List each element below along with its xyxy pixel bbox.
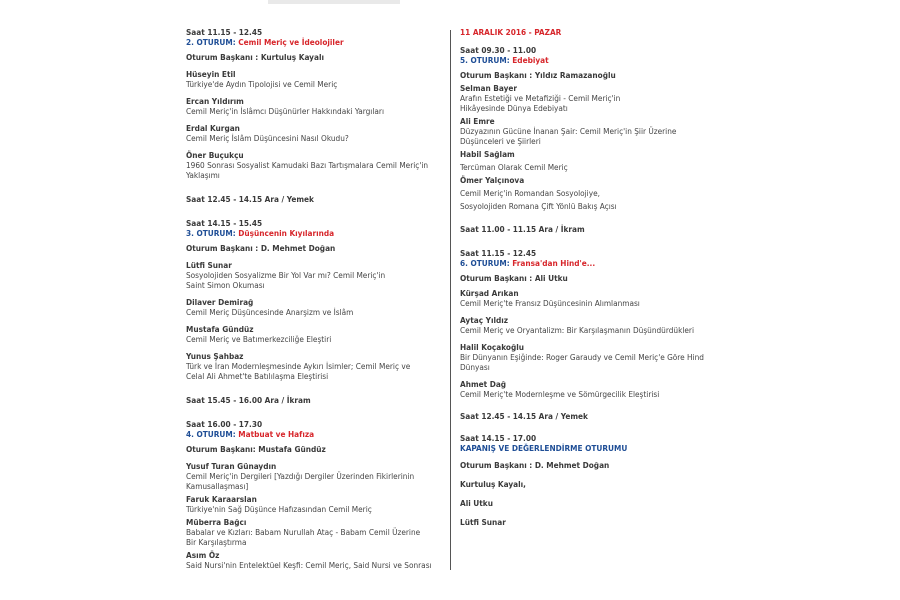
talk-title: Bir Karşılaştırma bbox=[186, 537, 247, 547]
session-3 bbox=[186, 218, 448, 381]
talk-title: Cemil Meriç ve Batımerkezciliğe Eleştiri bbox=[186, 334, 332, 344]
talk-title: Arafın Estetiği ve Metafiziği - Cemil Meriç'in bbox=[460, 93, 621, 103]
speaker-name: Asım Öz bbox=[186, 550, 220, 560]
talk-title: Kamusallaşması] bbox=[186, 481, 249, 491]
session-4 bbox=[186, 419, 448, 570]
session-time: Saat 11.15 - 12.45 bbox=[460, 248, 537, 258]
talk-title: Cemil Meriç'te Fransız Düşüncesinin Alımlanması bbox=[460, 298, 640, 308]
talk-title: Sosyolojiden Sosyalizme Bir Yol Var mı? Cemil Meriç'in bbox=[186, 270, 386, 280]
talk-title: Cemil Meriç Düşüncesinde Anarşizm ve İslâm bbox=[186, 307, 354, 317]
talk-title: Cemil Meriç'te Modernleşme ve Sömürgecilik Eleştirisi bbox=[460, 389, 660, 399]
talk-title: Tercüman Olarak Cemil Meriç bbox=[460, 162, 568, 172]
top-decorative-line bbox=[268, 0, 400, 4]
speaker-name: Dilaver Demirağ bbox=[186, 297, 254, 307]
talk-title: Cemil Meriç'in İslâmcı Düşünürler Hakkındaki Yargıları bbox=[186, 106, 384, 116]
talk-title: Cemil Meriç'in Romandan Sosyolojiye, bbox=[460, 188, 600, 198]
column-divider bbox=[450, 30, 451, 570]
session-chair: Oturum Başkanı : D. Mehmet Doğan bbox=[460, 460, 610, 470]
session-heading bbox=[186, 429, 448, 439]
left-column bbox=[186, 27, 448, 570]
session-2 bbox=[186, 27, 448, 180]
session-heading bbox=[186, 228, 448, 238]
session-time: Saat 14.15 - 17.00 bbox=[460, 433, 537, 443]
closing-session bbox=[460, 433, 722, 527]
speaker-name: Ahmet Dağ bbox=[460, 379, 507, 389]
speaker-name: Mustafa Gündüz bbox=[186, 324, 254, 334]
session-time: Saat 16.00 - 17.30 bbox=[186, 419, 263, 429]
session-heading bbox=[460, 55, 722, 65]
session-title: Fransa'dan Hind'e... bbox=[512, 258, 596, 268]
talk-title: Dünyası bbox=[460, 362, 490, 372]
day-heading: 11 ARALIK 2016 - PAZAR bbox=[460, 27, 562, 37]
talk-title: Babalar ve Kızları: Babam Nurullah Ataç - Babam Cemil Üzerine bbox=[186, 527, 421, 537]
talk-title: Cemil Meriç İslâm Düşüncesini Nasıl Okudu? bbox=[186, 133, 349, 143]
session-time: Saat 11.15 - 12.45 bbox=[186, 27, 263, 37]
speaker-name: Selman Bayer bbox=[460, 83, 518, 93]
session-number: 5. OTURUM: bbox=[460, 55, 510, 65]
talk-title: Yaklaşımı bbox=[186, 170, 220, 180]
break-lunch: Saat 12.45 - 14.15 Ara / Yemek bbox=[460, 411, 588, 421]
talk-title: Bir Dünyanın Eşiğinde: Roger Garaudy ve Cemil Meriç'e Göre Hind bbox=[460, 352, 704, 362]
session-number: 3. OTURUM: bbox=[186, 228, 236, 238]
speaker-name: Hüseyin Etil bbox=[186, 69, 236, 79]
session-time: Saat 14.15 - 15.45 bbox=[186, 218, 263, 228]
talk-title: Türkiye'de Aydın Tipolojisi ve Cemil Meriç bbox=[186, 79, 338, 89]
session-5 bbox=[460, 45, 722, 211]
talk-title: Hikâyesinde Dünya Edebiyatı bbox=[460, 103, 568, 113]
speaker-name: Lütfi Sunar bbox=[186, 260, 232, 270]
break-lunch: Saat 12.45 - 14.15 Ara / Yemek bbox=[186, 194, 314, 204]
right-column bbox=[460, 27, 722, 527]
speaker-name: Ömer Yalçınova bbox=[460, 175, 525, 185]
speaker-name: Müberra Bağcı bbox=[186, 517, 247, 527]
speaker-name: Halil Koçakoğlu bbox=[460, 342, 525, 352]
speaker-name: Öner Buçukçu bbox=[186, 150, 244, 160]
panel-member: Kurtuluş Kayalı, bbox=[460, 479, 526, 489]
session-number: 2. OTURUM: bbox=[186, 37, 236, 47]
speaker-name: Kürşad Arıkan bbox=[460, 288, 519, 298]
speaker-name: Erdal Kurgan bbox=[186, 123, 240, 133]
session-number: 4. OTURUM: bbox=[186, 429, 236, 439]
session-heading bbox=[186, 37, 448, 47]
speaker-name: Aytaç Yıldız bbox=[460, 315, 509, 325]
talk-title: Celal Ali Ahmet'te Batılılaşma Eleştirisi bbox=[186, 371, 329, 381]
panel-member: Lütfi Sunar bbox=[460, 517, 506, 527]
break-refreshment: Saat 11.00 - 11.15 Ara / İkram bbox=[460, 224, 585, 234]
talk-title: Düşünceleri ve Şiirleri bbox=[460, 136, 541, 146]
session-title: Düşüncenin Kıyılarında bbox=[238, 228, 335, 238]
talk-title: 1960 Sonrası Sosyalist Kamudaki Bazı Tartışmalara Cemil Meriç'in bbox=[186, 160, 429, 170]
session-chair: Oturum Başkanı: Mustafa Gündüz bbox=[186, 444, 326, 454]
session-title: Edebiyat bbox=[512, 55, 549, 65]
session-chair: Oturum Başkanı : Kurtuluş Kayalı bbox=[186, 52, 324, 62]
talk-title: Düzyazının Gücüne İnanan Şair: Cemil Meriç'in Şiir Üzerine bbox=[460, 126, 677, 136]
talk-title: Said Nursi'nin Entelektüel Keşfi: Cemil Meriç, Said Nursi ve Sonrası bbox=[186, 560, 432, 570]
session-6 bbox=[460, 248, 722, 399]
session-number: 6. OTURUM: bbox=[460, 258, 510, 268]
speaker-name: Ercan Yıldırım bbox=[186, 96, 244, 106]
session-title: Cemil Meriç ve İdeolojiler bbox=[238, 37, 344, 47]
panel-member: Ali Utku bbox=[460, 498, 493, 508]
speaker-name: Habil Sağlam bbox=[460, 149, 515, 159]
talk-title: Sosyolojiden Romana Çift Yönlü Bakış Açısı bbox=[460, 201, 617, 211]
talk-title: Saint Simon Okuması bbox=[186, 280, 265, 290]
session-heading bbox=[460, 258, 722, 268]
session-time: Saat 09.30 - 11.00 bbox=[460, 45, 537, 55]
speaker-name: Yusuf Turan Günaydın bbox=[186, 461, 277, 471]
session-title: Matbuat ve Hafıza bbox=[238, 429, 315, 439]
break-refreshment: Saat 15.45 - 16.00 Ara / İkram bbox=[186, 395, 311, 405]
talk-title: Türkiye'nin Sağ Düşünce Hafızasından Cemil Meriç bbox=[186, 504, 372, 514]
talk-title: Cemil Meriç ve Oryantalizm: Bir Karşılaşmanın Düşündürdükleri bbox=[460, 325, 694, 335]
session-chair: Oturum Başkanı : Yıldız Ramazanoğlu bbox=[460, 70, 616, 80]
speaker-name: Ali Emre bbox=[460, 116, 495, 126]
session-chair: Oturum Başkanı : Ali Utku bbox=[460, 273, 568, 283]
talk-title: Cemil Meriç'in Dergileri [Yazdığı Dergiler Üzerinden Fikirlerinin bbox=[186, 471, 415, 481]
session-chair: Oturum Başkanı : D. Mehmet Doğan bbox=[186, 243, 336, 253]
session-title: KAPANIŞ VE DEĞERLENDİRME OTURUMU bbox=[460, 443, 628, 453]
talk-title: Türk ve İran Modernleşmesinde Aykırı İsimler; Cemil Meriç ve bbox=[186, 361, 411, 371]
speaker-name: Faruk Karaarslan bbox=[186, 494, 257, 504]
speaker-name: Yunus Şahbaz bbox=[186, 351, 244, 361]
